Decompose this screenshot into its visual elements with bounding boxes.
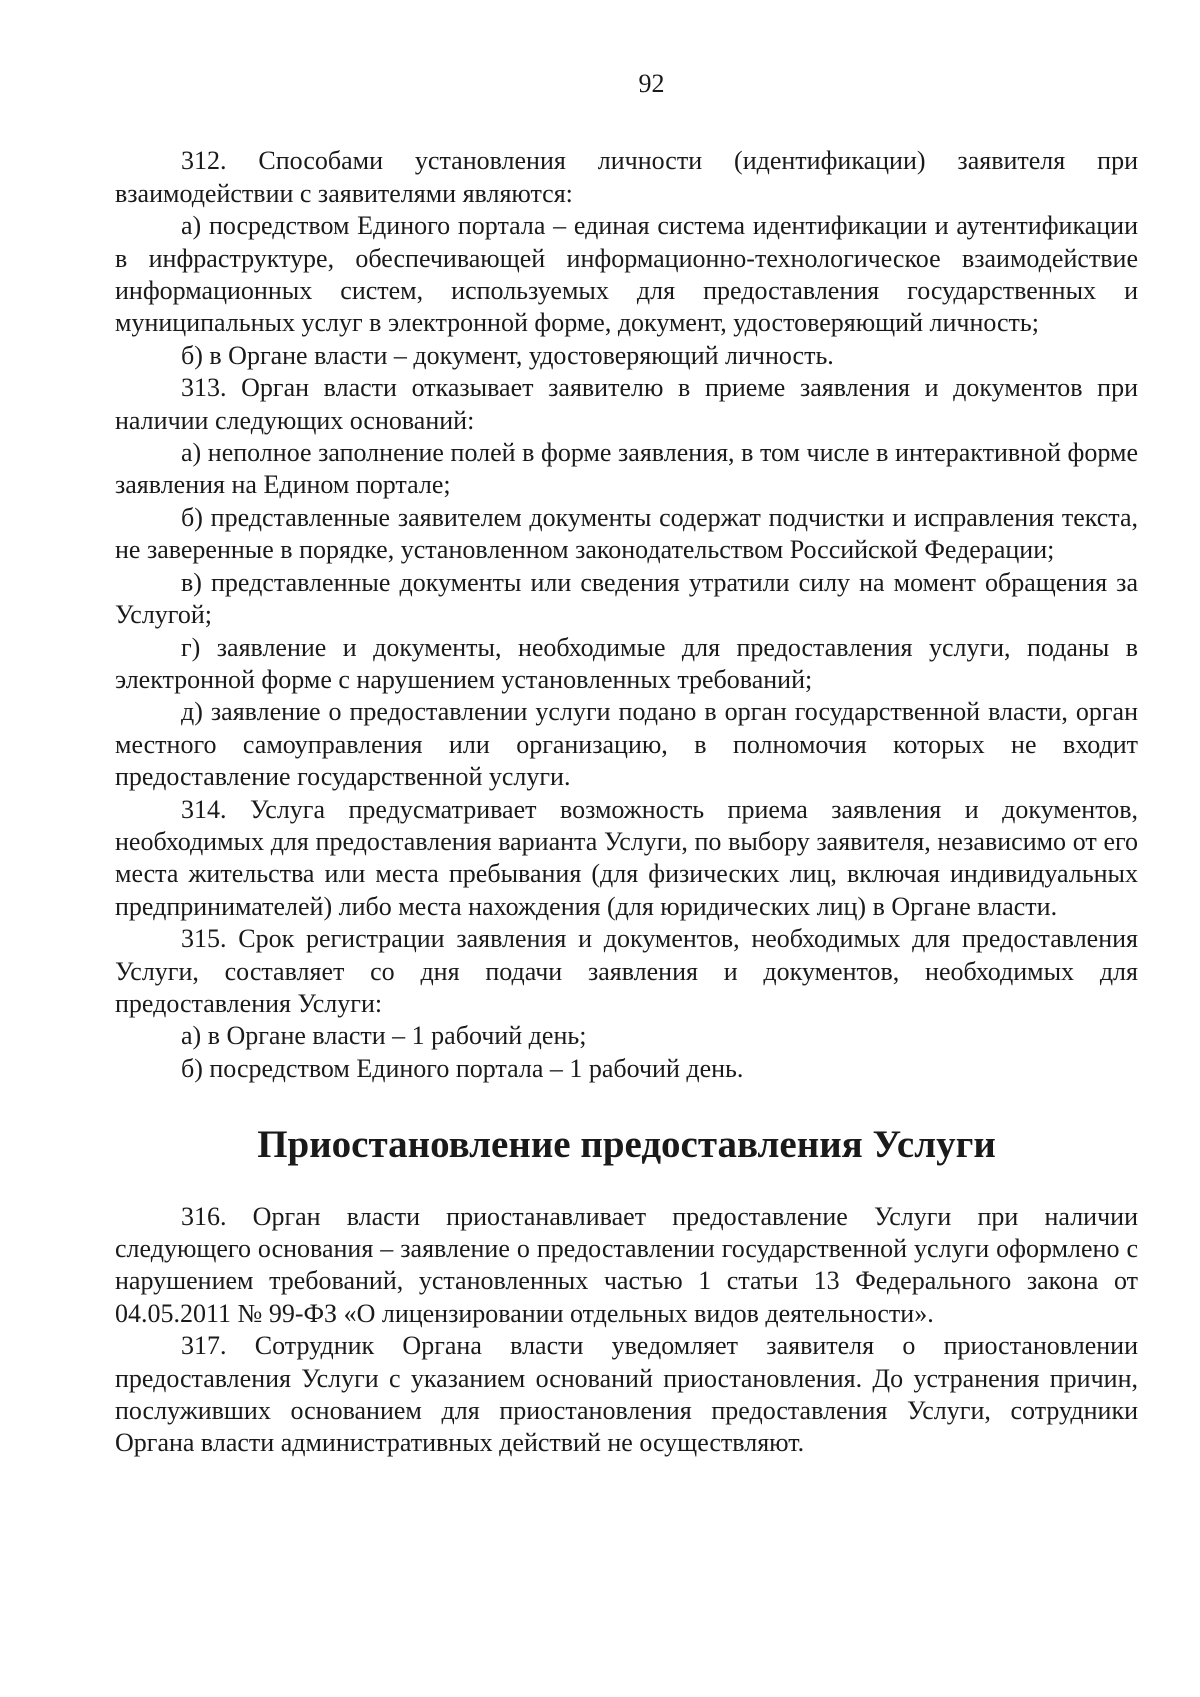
paragraph-312-b: б) в Органе власти – документ, удостоверяющий личность. <box>181 340 834 370</box>
paragraph-317: 317. Сотрудник Органа власти уведомляет заявителя о приостановлении предоставления Услуги с указанием оснований приостановления. До устранения причин, послуживших основанием для приостановления предоставления Услуги, сотрудники Органа власти административных действий не осуществляют. <box>115 1331 1138 1458</box>
paragraph-313-v: в) представленные документы или сведения утратили силу на момент обращения за Услугой; <box>115 567 1138 630</box>
paragraph-315-b: б) посредством Единого портала – 1 рабочий день. <box>181 1053 744 1083</box>
page-number: 92 <box>638 69 665 98</box>
paragraph-316: 316. Орган власти приостанавливает предоставление Услуги при наличии следующего основания – заявление о предоставлении государственной услуги оформлено с нарушением требований, установленных частью 1 статьи 13 Федерального закона от 04.05.2011 № 99-ФЗ «О лицензировании отдельных видов деятельности». <box>115 1201 1138 1328</box>
paragraph-313: 313. Орган власти отказывает заявителю в приеме заявления и документов при наличии следующих оснований: <box>115 373 1138 435</box>
paragraphs-bottom <box>115 1201 1138 1460</box>
paragraph-314: 314. Услуга предусматривает возможность приема заявления и документов, необходимых для предоставления варианта Услуги, по выбору заявителя, независимо от его места жительства или места пребывания (для физических лиц, включая индивидуальных предпринимателей) либо места нахождения (для юридических лиц) в Органе власти. <box>115 794 1138 921</box>
paragraphs-top <box>115 145 1138 1085</box>
paragraph-313-g: г) заявление и документы, необходимые для предоставления услуги, поданы в электронной форме с нарушением установленных требований; <box>115 632 1138 694</box>
section-heading: Приостановление предоставления Услуги <box>257 1123 996 1167</box>
paragraph-315: 315. Срок регистрации заявления и документов, необходимых для предоставления Услуги, составляет со дня подачи заявления и документов, необходимых для предоставления Услуги: <box>115 924 1138 1018</box>
paragraph-313-b: б) представленные заявителем документы содержат подчистки и исправления текста, не заверенные в порядке, установленном законодательством Российской Федерации; <box>115 502 1138 565</box>
paragraph-312: 312. Способами установления личности (идентификации) заявителя при взаимодействии с заявителями являются: <box>115 146 1138 208</box>
paragraph-313-a: а) неполное заполнение полей в форме заявления, в том числе в интерактивной форме заявления на Едином портале; <box>115 438 1138 500</box>
paragraph-312-a: а) посредством Единого портала – единая система идентификации и аутентификации в инфраструктуре, обеспечивающей информационно-технологическое взаимодействие информационных систем, используемых для предоставления государственных и муниципальных услуг в электронной форме, документ, удостоверяющий личность; <box>115 211 1138 338</box>
paragraph-315-a: а) в Органе власти – 1 рабочий день; <box>181 1021 587 1051</box>
paragraph-313-d: д) заявление о предоставлении услуги подано в орган государственной власти, орган местного самоуправления или организацию, в полномочия которых не входит предоставление государственной услуги. <box>115 697 1138 792</box>
